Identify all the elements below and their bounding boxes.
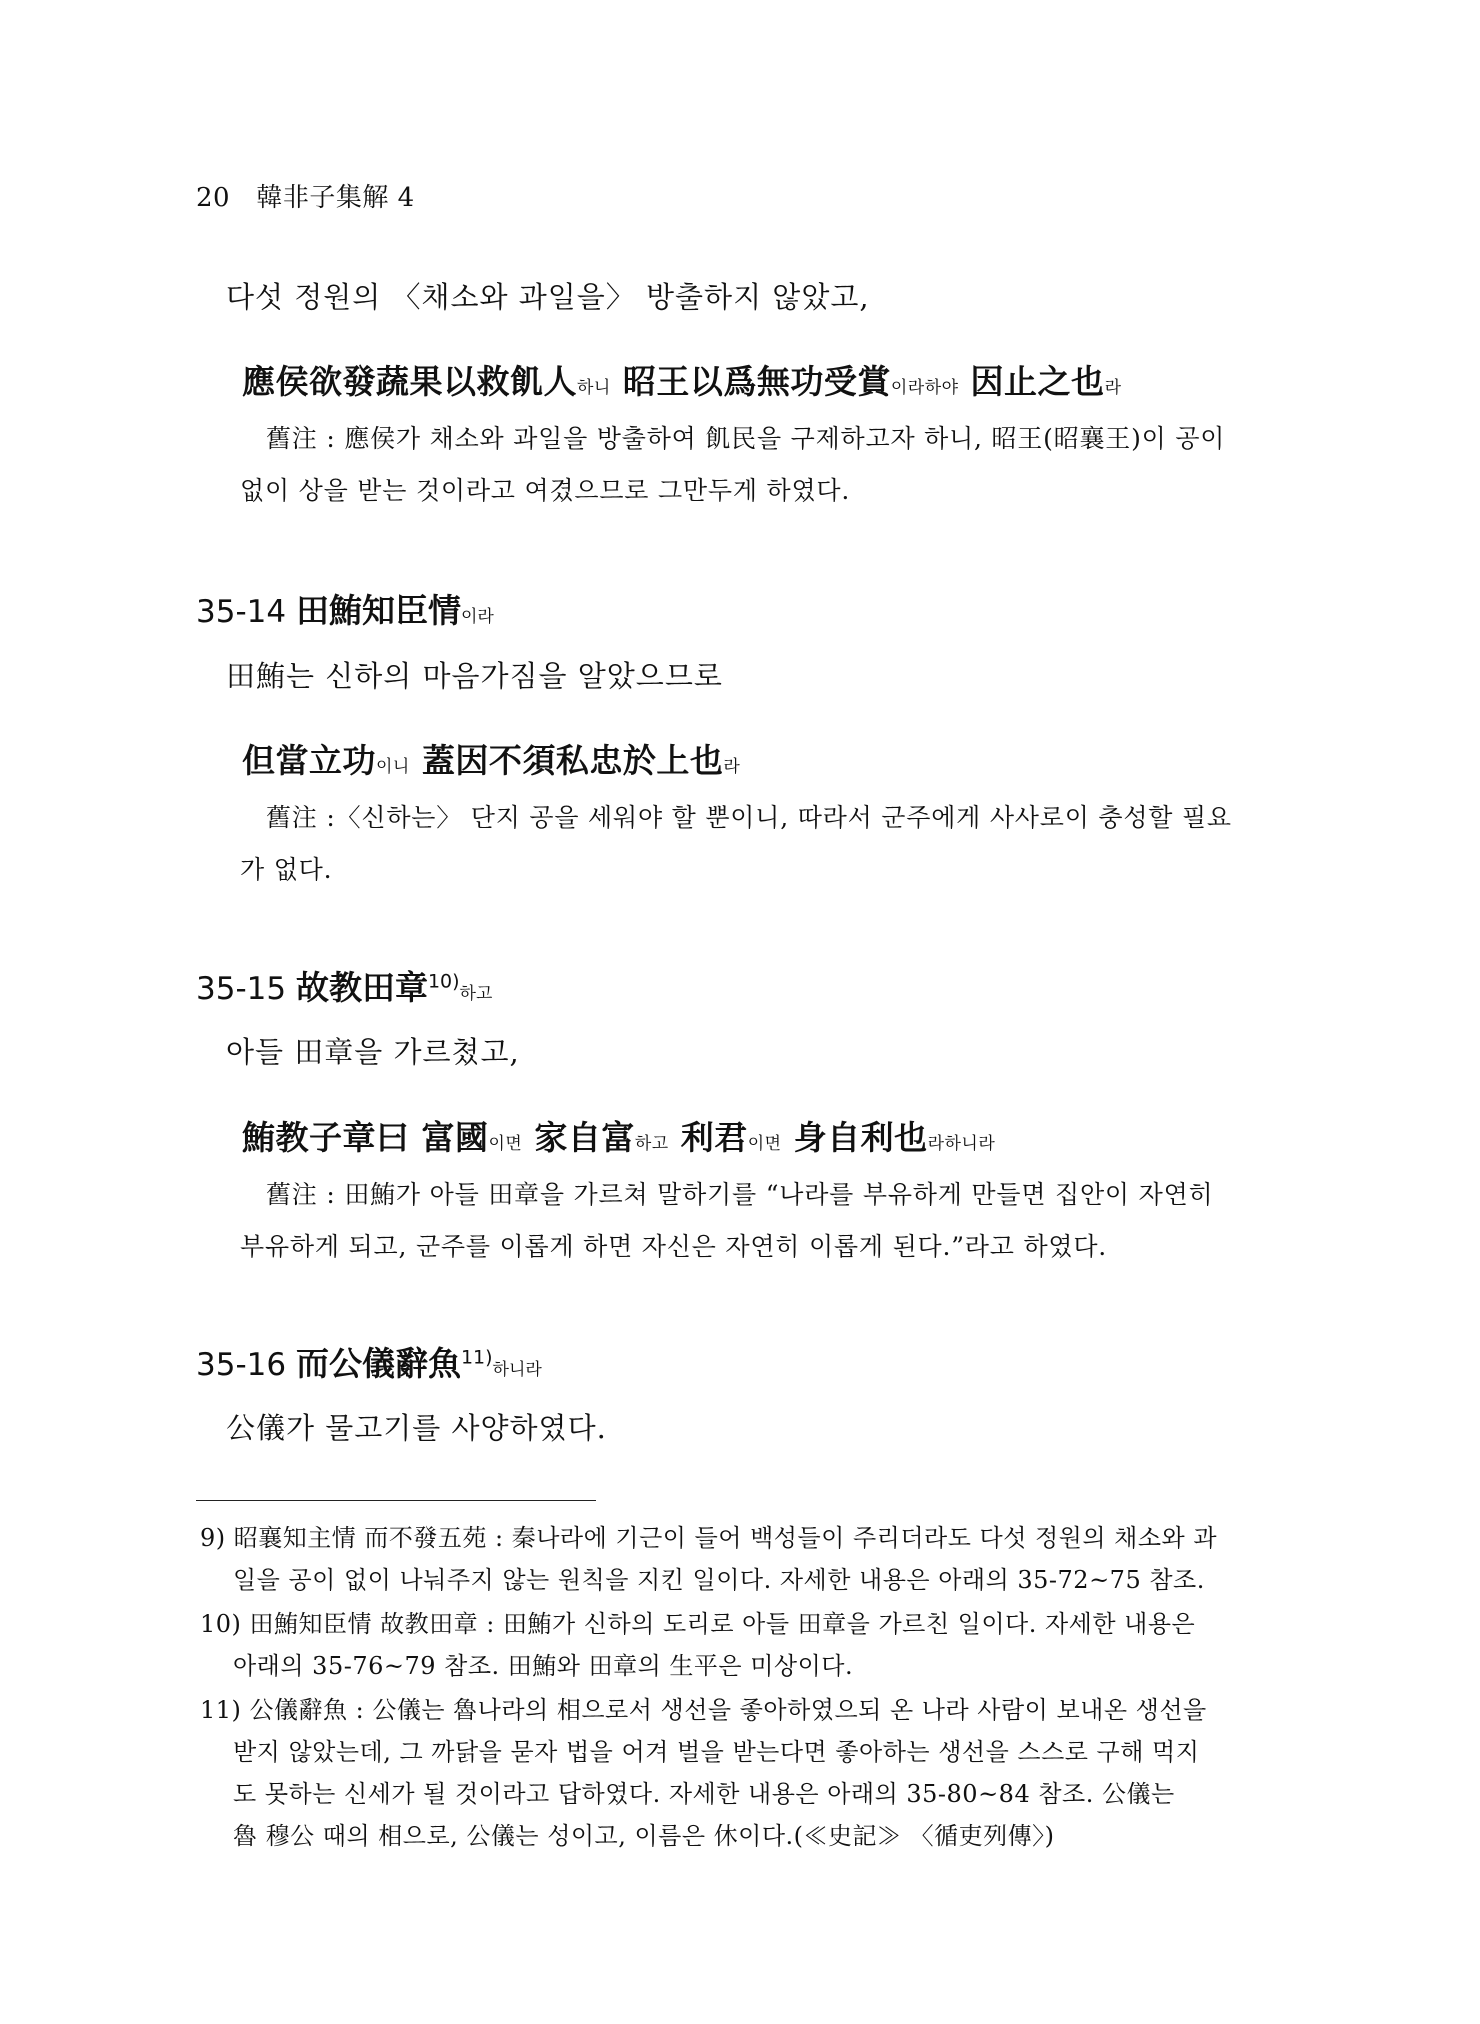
orig-particle: 이면 [747,1134,782,1154]
footnote-line: 9) 昭襄知主情 而不發五苑 : 秦나라에 기근이 들어 백성들이 주리더라도 다섯 정원의 채소와 과 [200,1524,1218,1552]
orig-segment: 蓋因不須私忠於上也 [409,741,724,780]
footnote-line: 일을 공이 없이 나눠주지 않는 원칙을 지킨 일이다. 자세한 내용은 아래의 35-72~75 참조. [233,1566,1205,1594]
orig-segment: 但當立功 [242,741,376,780]
section-title: 田鮪知臣情 [295,591,461,630]
footnote-ref[interactable]: 10) [427,970,460,993]
orig-particle: 하니 [577,378,611,398]
orig-segment: 身自利也 [781,1118,928,1157]
section-number: 35-16 [196,1347,287,1383]
book-title: 韓非子集解 4 [256,183,415,213]
footnote-line: 魯 穆公 때의 相으로, 公儀는 성이고, 이름은 休이다.(≪史記≫ 〈循吏列傳〉) [233,1822,1055,1850]
translation-line: 아들 田章을 가르쳤고, [226,1035,520,1069]
orig-particle: 라 [1104,378,1122,398]
old-commentary-line: 가 없다. [240,855,333,884]
footnote-line: 10) 田鮪知臣情 故教田章 : 田鮪가 신하의 도리로 아들 田章을 가르친 일이다. 자세한 내용은 [200,1610,1196,1638]
orig-particle: 라하니라 [927,1134,996,1154]
orig-particle: 라 [723,757,741,777]
section-number: 35-14 [196,594,287,630]
footnote-divider [196,1500,596,1501]
orig-segment: 利君 [668,1118,748,1157]
footnote-ref[interactable]: 11) [460,1346,493,1369]
orig-particle: 이니 [376,757,410,777]
footnote-line: 받지 않았는데, 그 까닭을 묻자 법을 어겨 벌을 받는다면 좋아하는 생선을 스스로 구해 먹지 [233,1738,1200,1766]
footnote-line: 아래의 35-76~79 참조. 田鮪와 田章의 生平은 미상이다. [233,1652,854,1680]
section-heading [196,585,494,632]
translation-line: 田鮪는 신하의 마음가짐을 알았으므로 [226,659,723,693]
section-title: 而公儀辭魚 [295,1344,461,1383]
original-text [242,356,1122,403]
section-particle: 하고 [459,984,493,1004]
orig-particle: 이면 [488,1134,523,1154]
orig-segment: 應侯欲發蔬果以救飢人 [242,362,577,401]
orig-segment: 昭王以爲無功受賞 [610,362,891,401]
old-commentary-line: 舊注 :〈신하는〉 단지 공을 세워야 할 뿐이니, 따라서 군주에게 사사로이 충성할 필요 [266,803,1232,832]
orig-segment: 鮪教子章曰 富國 [242,1118,489,1157]
orig-segment: 家自富 [522,1118,635,1157]
section-particle: 하니라 [492,1360,542,1380]
old-commentary-line: 없이 상을 받는 것이라고 여겼으므로 그만두게 하였다. [240,476,851,505]
section-heading [196,962,492,1009]
section-number: 35-15 [196,971,287,1007]
old-commentary-line: 부유하게 되고, 군주를 이롭게 하면 자신은 자연히 이롭게 된다.”라고 하였다. [240,1232,1108,1261]
page-header [196,177,415,214]
section-title: 故教田章 [295,968,428,1007]
orig-segment: 因止之也 [958,362,1105,401]
old-commentary-line: 舊注 : 應侯가 채소와 과일을 방출하여 飢民을 구제하고자 하니, 昭王(昭襄王)이 공이 [266,424,1226,453]
old-commentary-line: 舊注 : 田鮪가 아들 田章을 가르쳐 말하기를 “나라를 부유하게 만들면 집안이 자연히 [266,1180,1214,1209]
original-text [242,735,740,782]
footnote-line: 11) 公儀辭魚 : 公儀는 魯나라의 相으로서 생선을 좋아하였으되 온 나라 사람이 보내온 생선을 [200,1696,1207,1724]
translation-line: 다섯 정원의 〈채소와 과일을〉 방출하지 않았고, [226,280,870,314]
orig-particle: 이라하야 [890,378,959,398]
footnote-line: 도 못하는 신세가 될 것이라고 답하였다. 자세한 내용은 아래의 35-80~84 참조. 公儀는 [233,1780,1175,1808]
page-number: 20 [196,183,231,213]
translation-line: 公儀가 물고기를 사양하였다. [226,1411,607,1445]
original-text [242,1112,995,1159]
orig-particle: 하고 [634,1134,669,1154]
section-heading [196,1338,542,1385]
section-particle: 이라 [460,607,494,627]
